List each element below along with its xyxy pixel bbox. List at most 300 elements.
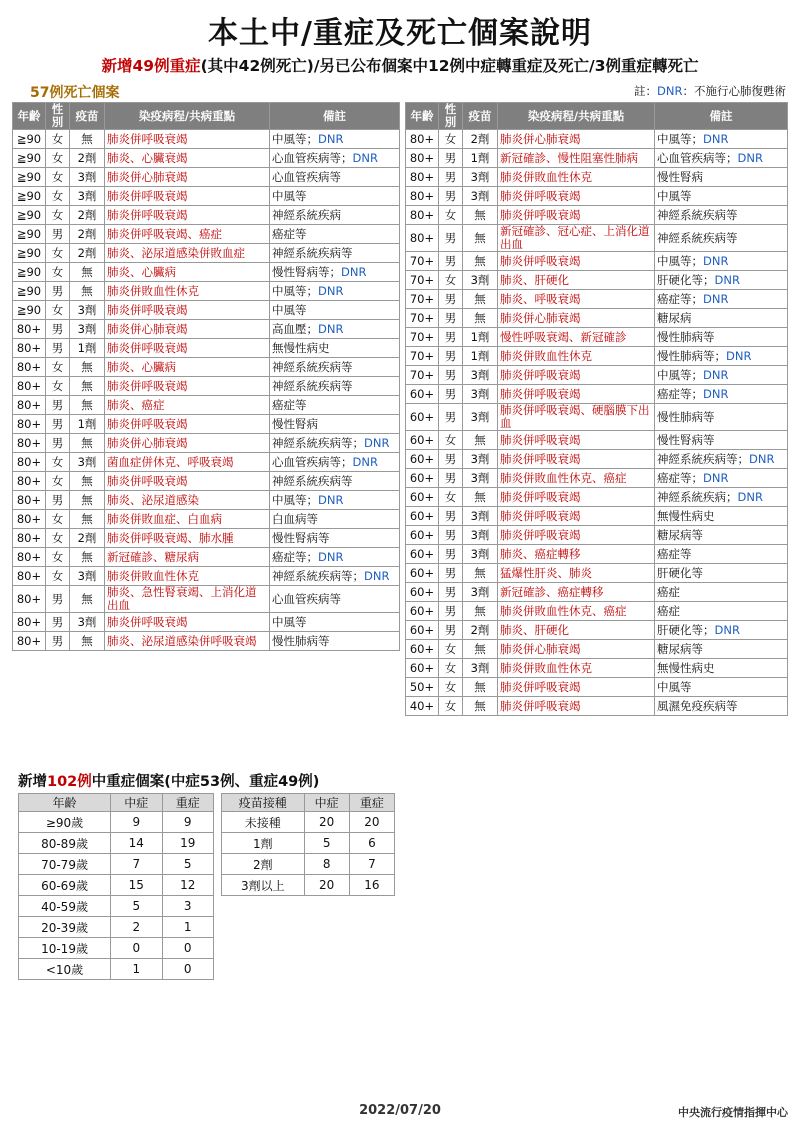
age-cell: 80+ [13,632,46,651]
course-cell: 肺炎併呼吸衰竭 [105,339,270,358]
course-cell: 肺炎併呼吸衰竭 [498,488,655,507]
course-cell: 肺炎併敗血性休克 [498,659,655,678]
course-cell: 肺炎併呼吸衰竭 [498,206,655,225]
age-cell: 70+ [406,328,439,347]
value-cell: 6 [349,833,394,854]
table-header-row [19,794,214,812]
sex-cell: 男 [46,491,70,510]
table-row [406,697,788,716]
note-cell [270,339,400,358]
course-cell: 肺炎併呼吸衰竭 [105,301,270,320]
vaccine-cell: 3劑 [463,507,498,526]
sex-cell: 男 [46,586,70,613]
note-text: 心血管疾病等 [272,169,341,184]
sex-cell: 女 [439,431,463,450]
table-row [13,244,400,263]
table-row [13,168,400,187]
vaccine-cell: 3劑 [70,320,105,339]
note-cell [655,526,788,545]
value-cell: 8 [304,854,349,875]
age-cell: 60+ [406,564,439,583]
vaccine-cell: 無 [463,602,498,621]
category-cell: 未接種 [222,812,305,833]
sex-cell: 男 [439,469,463,488]
table-row [406,347,788,366]
table-row [13,282,400,301]
table-row [222,854,395,875]
note-cell [655,564,788,583]
vaccine-cell: 2劑 [70,225,105,244]
note-cell [270,613,400,632]
table-row [13,586,400,613]
course-cell: 肺炎併心肺衰竭 [498,130,655,149]
age-cell: 60+ [406,431,439,450]
dnr-tag: DNR [318,492,344,507]
note-text: 無慢性病史 [272,340,330,355]
sex-cell: 男 [46,434,70,453]
vaccine-cell: 無 [70,491,105,510]
table-row [13,472,400,491]
course-cell: 肺炎併心肺衰竭 [498,640,655,659]
course-cell: 肺炎併呼吸衰竭 [498,385,655,404]
sex-cell: 男 [439,526,463,545]
note-cell [270,632,400,651]
note-cell [655,252,788,271]
note-text: 中風等 [657,188,692,203]
course-cell: 肺炎、癌症 [105,396,270,415]
note-text: 癌症等 [657,546,692,561]
sex-cell: 男 [439,450,463,469]
vaccine-cell: 3劑 [70,168,105,187]
course-cell: 猛爆性肝炎、肺炎 [498,564,655,583]
note-text: 癌症等； [657,470,703,485]
table-row [19,875,214,896]
column-header: 年齡 [13,103,46,130]
course-cell: 肺炎併呼吸衰竭 [105,377,270,396]
age-cell: ≧90 [13,206,46,225]
course-cell: 肺炎併敗血性休克 [498,347,655,366]
vaccine-cell: 1劑 [70,339,105,358]
vaccine-cell: 3劑 [463,545,498,564]
course-cell: 菌血症併休克、呼吸衰竭 [105,453,270,472]
table-row [406,621,788,640]
note-cell [270,548,400,567]
sex-cell: 男 [439,328,463,347]
note-text: 神經系統疾病等 [657,207,738,222]
age-cell: 60+ [406,385,439,404]
course-cell: 肺炎併呼吸衰竭 [498,252,655,271]
note-cell [270,491,400,510]
note-text: 癌症等； [657,386,703,401]
course-cell: 肺炎併敗血性休克 [105,567,270,586]
course-cell: 肺炎、泌尿道感染 [105,491,270,510]
sex-cell: 女 [46,168,70,187]
value-cell: 1 [162,917,214,938]
note-text: 慢性肺病等 [657,409,715,424]
note-text: 糖尿病 [657,310,692,325]
vaccine-cell: 無 [70,548,105,567]
vaccine-cell: 3劑 [463,168,498,187]
sex-cell: 男 [439,366,463,385]
column-header: 疫苗 [463,103,498,130]
column-header: 染疫病程/共病重點 [105,103,270,130]
vaccine-cell: 無 [70,586,105,613]
course-cell: 肺炎、急性腎衰竭、上消化道出血 [105,586,270,613]
age-cell: 80+ [13,491,46,510]
vaccine-cell: 3劑 [70,613,105,632]
course-cell: 肺炎、癌症轉移 [498,545,655,564]
sex-cell: 男 [439,309,463,328]
category-cell: ≥90歲 [19,812,111,833]
sex-cell: 女 [46,149,70,168]
note-cell [655,545,788,564]
table-row [406,366,788,385]
note-cell [655,271,788,290]
course-cell: 新冠確診、糖尿病 [105,548,270,567]
table-row [13,320,400,339]
course-cell: 肺炎併呼吸衰竭 [105,130,270,149]
dnr-tag: DNR [352,150,378,165]
vaccine-cell: 2劑 [463,621,498,640]
table-row [222,812,395,833]
table-row [13,130,400,149]
vaccine-cell: 無 [463,697,498,716]
vaccine-cell: 3劑 [463,469,498,488]
vaccine-cell: 3劑 [463,271,498,290]
note-cell [655,366,788,385]
note-cell [655,450,788,469]
course-cell: 肺炎併心肺衰竭 [105,434,270,453]
vaccine-cell: 3劑 [463,404,498,431]
age-cell: 60+ [406,640,439,659]
table-row [406,431,788,450]
sex-cell: 女 [46,453,70,472]
age-cell: 80+ [13,472,46,491]
note-text: 糖尿病等 [657,527,703,542]
note-cell [655,130,788,149]
note-text: 神經系統疾病等 [657,230,738,245]
sex-cell: 女 [46,548,70,567]
note-cell [270,472,400,491]
table-row [19,938,214,959]
note-text: 中風等； [657,367,703,382]
sex-cell: 男 [46,396,70,415]
column-header: 年齡 [406,103,439,130]
age-cell: 80+ [13,434,46,453]
value-cell: 3 [162,896,214,917]
table-row [406,659,788,678]
column-header: 重症 [162,794,214,812]
sex-cell: 男 [439,507,463,526]
sex-cell: 女 [439,678,463,697]
note-text: 慢性肺病等； [657,348,726,363]
vaccine-cell: 無 [463,206,498,225]
note-cell [270,225,400,244]
vaccine-cell: 1劑 [463,347,498,366]
table-row [406,271,788,290]
vaccine-cell: 無 [70,510,105,529]
note-text: 慢性腎病等 [657,432,715,447]
note-text: 癌症等 [272,397,307,412]
course-cell: 肺炎、泌尿道感染併呼吸衰竭 [105,632,270,651]
vaccine-cell: 1劑 [463,149,498,168]
age-cell: 60+ [406,450,439,469]
category-cell: 3劑以上 [222,875,305,896]
value-cell: 16 [349,875,394,896]
table-row [406,583,788,602]
table-row [406,225,788,252]
vaccine-cell: 3劑 [70,187,105,206]
table-row [406,385,788,404]
table-row [406,564,788,583]
age-cell: ≧90 [13,301,46,320]
note-text: 慢性肺病等 [272,633,330,648]
note-text: 神經系統疾病； [657,489,738,504]
table-row [13,453,400,472]
table-row [13,377,400,396]
age-cell: 70+ [406,366,439,385]
value-cell: 12 [162,875,214,896]
vaccine-cell: 3劑 [463,450,498,469]
course-cell: 肺炎併敗血症、白血病 [105,510,270,529]
note-cell [655,225,788,252]
course-cell: 肺炎、泌尿道感染併敗血症 [105,244,270,263]
vaccine-cell: 無 [463,640,498,659]
note-cell [270,377,400,396]
category-cell: 1劑 [222,833,305,854]
dnr-tag: DNR [703,253,729,268]
age-cell: ≧90 [13,187,46,206]
age-cell: ≧90 [13,130,46,149]
table-header-row [222,794,395,812]
sex-cell: 女 [46,567,70,586]
table-row [406,309,788,328]
page-subtitle [0,54,800,76]
note-cell [655,678,788,697]
page-title: 本土中/重症及死亡個案說明 [208,16,592,51]
vaccine-cell: 無 [463,678,498,697]
age-cell: 80+ [13,358,46,377]
dnr-tag: DNR [749,451,775,466]
table-row [13,339,400,358]
table-row [406,450,788,469]
dnr-tag: DNR [341,264,367,279]
value-cell: 20 [349,812,394,833]
age-cell: 60+ [406,526,439,545]
course-cell: 肺炎、心臟病 [105,263,270,282]
vaccine-cell: 無 [463,309,498,328]
note-cell [270,453,400,472]
course-cell: 肺炎併呼吸衰竭 [498,450,655,469]
course-cell: 肺炎併呼吸衰竭 [105,187,270,206]
vaccine-cell: 3劑 [463,187,498,206]
note-text: 中風等 [272,302,307,317]
vaccine-cell: 3劑 [463,366,498,385]
sex-cell: 女 [46,187,70,206]
note-cell [655,206,788,225]
table-row [19,959,214,980]
table-row [406,602,788,621]
dnr-tag: DNR [737,489,763,504]
note-cell [655,659,788,678]
sex-cell: 女 [46,263,70,282]
note-cell [655,431,788,450]
table-row [13,548,400,567]
sex-cell: 男 [46,613,70,632]
dnr-tag: DNR [703,386,729,401]
age-cell: 60+ [406,507,439,526]
column-header: 備註 [655,103,788,130]
note-text: 中風等 [272,188,307,203]
dnr-tag: DNR [364,568,390,583]
course-cell: 新冠確診、癌症轉移 [498,583,655,602]
course-cell: 肺炎併呼吸衰竭 [498,366,655,385]
sex-cell: 女 [46,301,70,320]
sex-cell: 男 [439,252,463,271]
age-cell: 80+ [13,510,46,529]
value-cell: 7 [349,854,394,875]
table-row [19,917,214,938]
note-cell [270,206,400,225]
note-cell [655,187,788,206]
table-row [222,875,395,896]
sex-cell: 女 [439,271,463,290]
age-cell: 80+ [13,320,46,339]
vaccine-cell: 無 [70,632,105,651]
course-cell: 肺炎、心臟病 [105,358,270,377]
table-row [13,567,400,586]
course-cell: 肺炎併呼吸衰竭、癌症 [105,225,270,244]
vaccine-cell: 無 [70,263,105,282]
value-cell: 19 [162,833,214,854]
value-cell: 5 [162,854,214,875]
category-cell: 60-69歲 [19,875,111,896]
deaths-table-left [12,102,400,651]
course-cell: 肺炎併呼吸衰竭 [105,613,270,632]
note-cell [270,149,400,168]
note-text: 慢性腎病等 [272,530,330,545]
sex-cell: 男 [439,583,463,602]
table-row [406,252,788,271]
note-cell [655,488,788,507]
age-cell: 70+ [406,309,439,328]
sex-cell: 男 [439,168,463,187]
table-row [406,206,788,225]
note-text: 心血管疾病等； [657,150,738,165]
note-text: 無慢性病史 [657,508,715,523]
age-cell: 80+ [406,149,439,168]
value-cell: 14 [111,833,162,854]
table-row [19,896,214,917]
course-cell: 新冠確診、慢性阻塞性肺病 [498,149,655,168]
dnr-tag: DNR [703,367,729,382]
age-cell: 60+ [406,469,439,488]
table-row [406,526,788,545]
table-row [13,187,400,206]
footer-date: 2022/07/20 [359,1103,441,1118]
age-cell: 60+ [406,488,439,507]
age-cell: 80+ [13,453,46,472]
new-cases-title: 新增102例中重症個案(中症53例、重症49例) [18,774,320,790]
note-text: 中風等； [272,131,318,146]
dnr-tag: DNR [318,283,344,298]
age-cell: 80+ [13,339,46,358]
table-row [406,404,788,431]
vaccine-cell: 3劑 [463,385,498,404]
table-row [406,149,788,168]
sex-cell: 男 [46,320,70,339]
sex-cell: 男 [439,225,463,252]
note-text: 神經系統疾病 [272,207,341,222]
note-cell [655,385,788,404]
dnr-tag: DNR [352,454,378,469]
value-cell: 15 [111,875,162,896]
age-cell: 80+ [13,377,46,396]
note-cell [270,415,400,434]
vaccine-cell: 2劑 [70,244,105,263]
note-text: 癌症等； [272,549,318,564]
sex-cell: 女 [46,529,70,548]
course-cell: 肺炎併呼吸衰竭 [105,472,270,491]
note-cell [270,187,400,206]
value-cell: 0 [162,938,214,959]
column-header: 重症 [349,794,394,812]
course-cell: 肺炎併呼吸衰竭 [498,678,655,697]
note-text: 癌症 [657,603,680,618]
table-row [19,854,214,875]
course-cell: 肺炎併呼吸衰竭 [498,697,655,716]
column-header: 性別 [439,103,463,130]
age-cell: 70+ [406,252,439,271]
sex-cell: 男 [439,385,463,404]
table-row [13,149,400,168]
category-cell: 2劑 [222,854,305,875]
vaccine-cell: 3劑 [70,567,105,586]
course-cell: 肺炎併呼吸衰竭 [105,206,270,225]
age-cell: 80+ [13,396,46,415]
age-cell: 60+ [406,583,439,602]
dnr-tag: DNR [703,470,729,485]
vaccine-cell: 無 [463,225,498,252]
note-cell [655,697,788,716]
note-cell [655,309,788,328]
note-cell [655,328,788,347]
age-cell: 80+ [13,613,46,632]
value-cell: 1 [111,959,162,980]
note-text: 心血管疾病等 [272,591,341,606]
sex-cell: 男 [439,564,463,583]
dnr-tag: DNR [737,150,763,165]
course-cell: 肺炎併敗血性休克、癌症 [498,602,655,621]
value-cell: 5 [304,833,349,854]
age-cell: 80+ [406,225,439,252]
course-cell: 肺炎併心肺衰竭 [105,320,270,339]
vaccine-cell: 1劑 [463,328,498,347]
note-text: 肝硬化等； [657,272,715,287]
vaccine-cell: 無 [70,358,105,377]
table-row [406,545,788,564]
deaths-section-title: 57例死亡個案 [30,85,120,101]
course-cell: 肺炎併心肺衰竭 [498,309,655,328]
value-cell: 9 [162,812,214,833]
sex-cell: 男 [46,339,70,358]
vaccine-cell: 2劑 [463,130,498,149]
vaccine-cell: 2劑 [70,529,105,548]
note-text: 癌症等； [657,291,703,306]
note-text: 中風等； [657,131,703,146]
age-cell: 80+ [13,586,46,613]
note-text: 肝硬化等 [657,565,703,580]
